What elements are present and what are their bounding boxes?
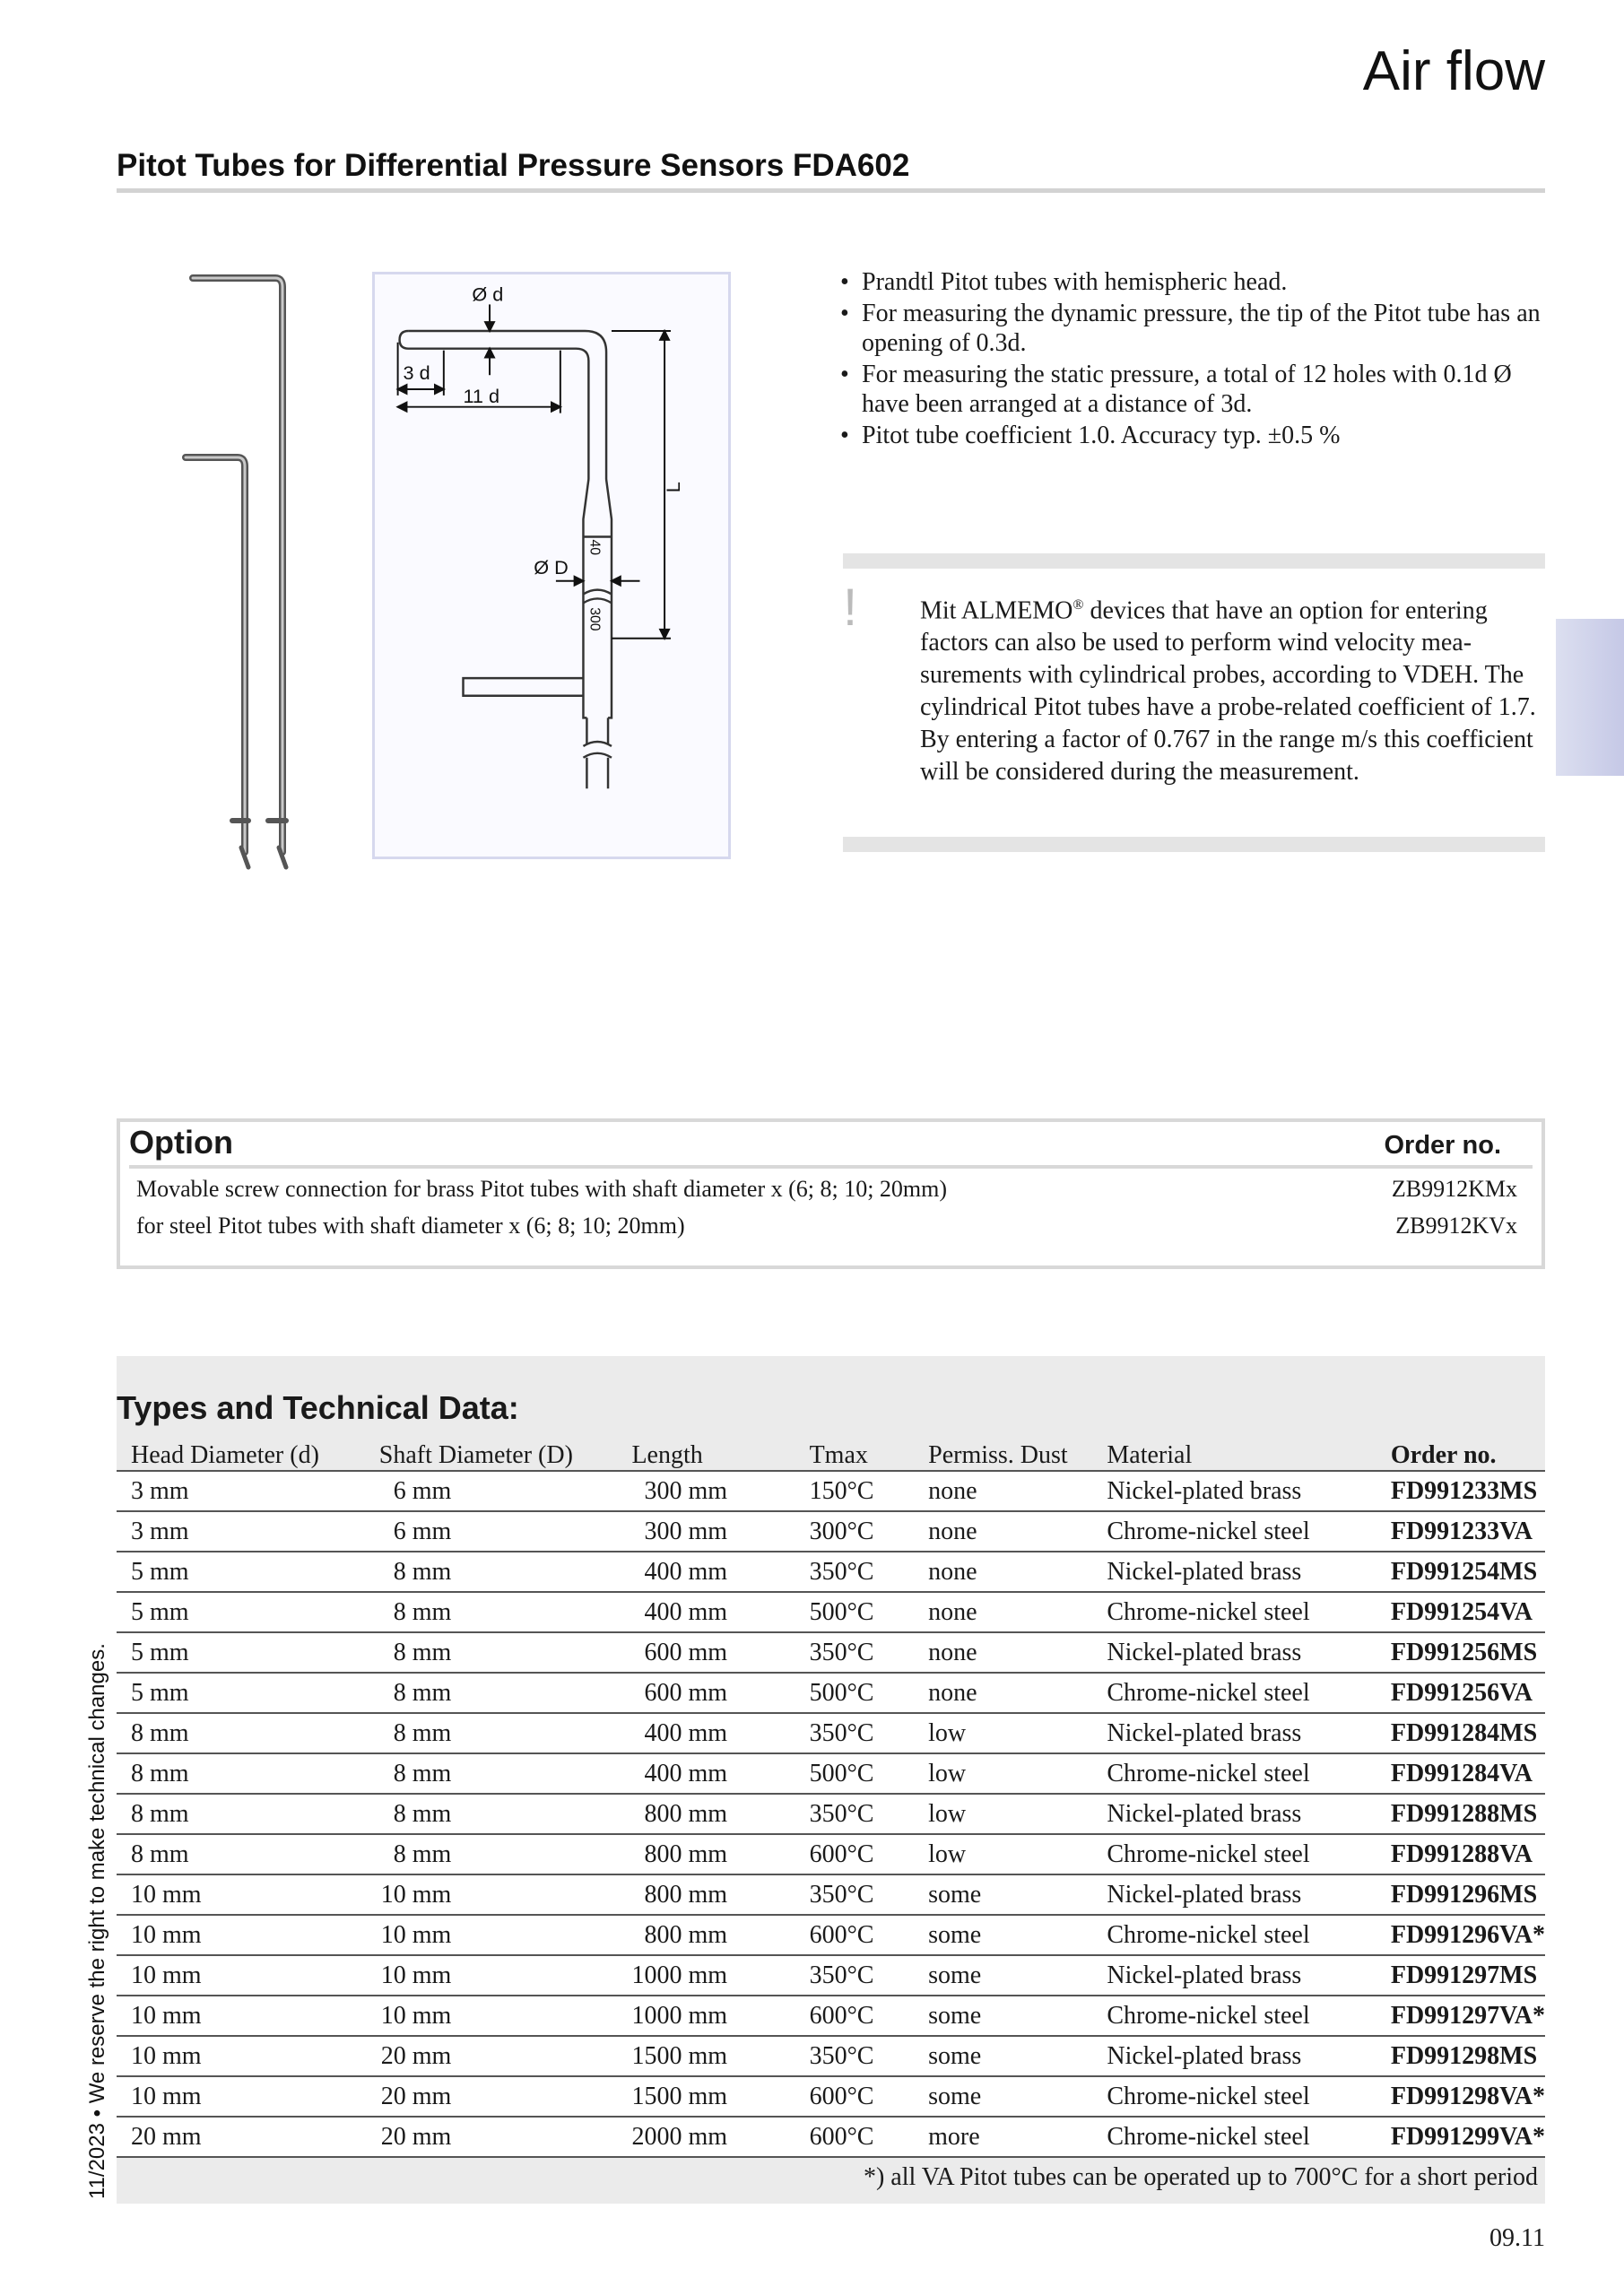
option-title: Option xyxy=(129,1124,233,1161)
technical-data-table xyxy=(117,1432,1545,2158)
table-row xyxy=(117,1874,1545,1915)
dust-cell: none xyxy=(928,1632,1107,1673)
tmax-cell: 300°C xyxy=(810,1511,929,1552)
dust-cell: none xyxy=(928,1592,1107,1632)
table-row xyxy=(117,1794,1545,1834)
order-no-cell: FD991296MS xyxy=(1391,1874,1545,1915)
order-no-cell: FD991284MS xyxy=(1391,1713,1545,1753)
material-cell: Chrome-nickel steel xyxy=(1107,1673,1390,1713)
note-bottom-bar xyxy=(843,837,1545,852)
order-no-cell: FD991288MS xyxy=(1391,1794,1545,1834)
table-row xyxy=(117,2036,1545,2076)
tmax-cell: 350°C xyxy=(810,1713,929,1753)
material-cell: Chrome-nickel steel xyxy=(1107,2076,1390,2117)
column-header: Material xyxy=(1107,1441,1193,1469)
exclamation-icon: ! xyxy=(843,578,858,637)
shaft-diameter-cell: 6 mm xyxy=(379,1471,632,1511)
dust-cell: more xyxy=(928,2117,1107,2157)
head-diameter-cell: 8 mm xyxy=(117,1753,379,1794)
table-header-row xyxy=(117,1432,1545,1471)
column-header: Length xyxy=(631,1441,703,1469)
option-desc: Movable screw connection for brass Pitot tubes with shaft diameter x (6; 8; 10; 20mm) xyxy=(136,1176,948,1202)
order-no-cell: FD991299VA* xyxy=(1391,2117,1545,2157)
tmax-cell: 500°C xyxy=(810,1673,929,1713)
pitot-tube-photo xyxy=(166,265,309,870)
table-row xyxy=(117,1834,1545,1874)
tmax-cell: 600°C xyxy=(810,2076,929,2117)
page-number: 09.11 xyxy=(1489,2224,1545,2252)
option-code: ZB9912KVx xyxy=(1395,1213,1517,1239)
tmax-cell: 600°C xyxy=(810,1834,929,1874)
shaft-diameter-cell: 8 mm xyxy=(379,1834,632,1874)
length-cell: 400 mm xyxy=(631,1592,809,1632)
table-row xyxy=(117,1955,1545,1996)
material-cell: Chrome-nickel steel xyxy=(1107,1915,1390,1955)
head-diameter-cell: 10 mm xyxy=(117,1955,379,1996)
shaft-diameter-cell: 6 mm xyxy=(379,1511,632,1552)
tmax-cell: 350°C xyxy=(810,1552,929,1592)
material-cell: Nickel-plated brass xyxy=(1107,1471,1390,1511)
feature-item: • For measuring the static pressure, a total of 12 holes with 0.1d Ø have been arranged at a distance of 3d. xyxy=(840,360,1558,419)
order-no-cell: FD991254VA xyxy=(1391,1592,1545,1632)
tmax-cell: 150°C xyxy=(810,1471,929,1511)
dust-cell: low xyxy=(928,1794,1107,1834)
table-row xyxy=(117,1713,1545,1753)
head-diameter-cell: 20 mm xyxy=(117,2117,379,2157)
order-no-cell: FD991298MS xyxy=(1391,2036,1545,2076)
length-cell: 800 mm xyxy=(631,1915,809,1955)
feature-item: • Pitot tube coefficient 1.0. Accuracy typ. ±0.5 % xyxy=(840,421,1558,450)
order-no-cell: FD991256MS xyxy=(1391,1632,1545,1673)
table-row xyxy=(117,2117,1545,2157)
material-cell: Nickel-plated brass xyxy=(1107,1713,1390,1753)
feature-list xyxy=(840,267,1558,452)
shaft-diameter-cell: 8 mm xyxy=(379,1592,632,1632)
length-cell: 1500 mm xyxy=(631,2036,809,2076)
shaft-diameter-cell: 8 mm xyxy=(379,1552,632,1592)
title-rule xyxy=(117,188,1545,193)
shaft-diameter-cell: 10 mm xyxy=(379,1996,632,2036)
length-cell: 600 mm xyxy=(631,1632,809,1673)
dust-cell: none xyxy=(928,1511,1107,1552)
table-row xyxy=(117,1996,1545,2036)
order-no-cell: FD991256VA xyxy=(1391,1673,1545,1713)
order-no-cell: FD991296VA* xyxy=(1391,1915,1545,1955)
dust-cell: none xyxy=(928,1673,1107,1713)
option-order-label: Order no. xyxy=(1384,1131,1501,1160)
head-diameter-cell: 5 mm xyxy=(117,1552,379,1592)
table-row xyxy=(117,1552,1545,1592)
material-cell: Chrome-nickel steel xyxy=(1107,1996,1390,2036)
length-cell: 400 mm xyxy=(631,1552,809,1592)
material-cell: Chrome-nickel steel xyxy=(1107,1753,1390,1794)
column-header: Head Diameter (d) xyxy=(131,1441,319,1469)
dust-cell: some xyxy=(928,1996,1107,2036)
material-cell: Nickel-plated brass xyxy=(1107,1632,1390,1673)
dust-cell: some xyxy=(928,1955,1107,1996)
technical-data-panel xyxy=(117,1356,1545,2204)
column-header: Order no. xyxy=(1390,1441,1497,1469)
dim-label-L: L xyxy=(661,482,684,493)
shaft-diameter-cell: 8 mm xyxy=(379,1794,632,1834)
tmax-cell: 350°C xyxy=(810,1794,929,1834)
table-row xyxy=(117,1915,1545,1955)
order-no-cell: FD991288VA xyxy=(1391,1834,1545,1874)
head-diameter-cell: 5 mm xyxy=(117,1592,379,1632)
pitot-tube-drawing xyxy=(372,272,731,859)
head-diameter-cell: 3 mm xyxy=(117,1511,379,1552)
table-row xyxy=(117,1511,1545,1552)
material-cell: Nickel-plated brass xyxy=(1107,1552,1390,1592)
material-cell: Chrome-nickel steel xyxy=(1107,1592,1390,1632)
table-row xyxy=(117,1471,1545,1511)
dust-cell: some xyxy=(928,1874,1107,1915)
column-header: Tmax xyxy=(809,1441,868,1469)
technical-data-title: Types and Technical Data: xyxy=(117,1389,519,1426)
head-diameter-cell: 5 mm xyxy=(117,1673,379,1713)
material-cell: Nickel-plated brass xyxy=(1107,1955,1390,1996)
shaft-diameter-cell: 10 mm xyxy=(379,1874,632,1915)
shaft-diameter-cell: 8 mm xyxy=(379,1713,632,1753)
dim-label-300: 300 xyxy=(586,607,603,631)
shaft-diameter-cell: 20 mm xyxy=(379,2036,632,2076)
head-diameter-cell: 10 mm xyxy=(117,1996,379,2036)
head-diameter-cell: 10 mm xyxy=(117,2076,379,2117)
table-row xyxy=(117,1673,1545,1713)
order-no-cell: FD991284VA xyxy=(1391,1753,1545,1794)
tmax-cell: 600°C xyxy=(810,2117,929,2157)
column-header: Permiss. Dust xyxy=(928,1441,1068,1469)
side-tab xyxy=(1556,619,1624,776)
head-diameter-cell: 10 mm xyxy=(117,1915,379,1955)
tmax-cell: 350°C xyxy=(810,1632,929,1673)
note-top-bar xyxy=(843,553,1545,569)
length-cell: 800 mm xyxy=(631,1834,809,1874)
length-cell: 2000 mm xyxy=(631,2117,809,2157)
dust-cell: low xyxy=(928,1753,1107,1794)
shaft-diameter-cell: 8 mm xyxy=(379,1673,632,1713)
head-diameter-cell: 8 mm xyxy=(117,1834,379,1874)
length-cell: 400 mm xyxy=(631,1753,809,1794)
dust-cell: none xyxy=(928,1471,1107,1511)
table-row xyxy=(117,2076,1545,2117)
order-no-cell: FD991297VA* xyxy=(1391,1996,1545,2036)
dust-cell: some xyxy=(928,1915,1107,1955)
table-row xyxy=(117,1592,1545,1632)
table-row xyxy=(117,1753,1545,1794)
tmax-cell: 600°C xyxy=(810,1915,929,1955)
tmax-cell: 350°C xyxy=(810,1874,929,1915)
shaft-diameter-cell: 10 mm xyxy=(379,1915,632,1955)
shaft-diameter-cell: 10 mm xyxy=(379,1955,632,1996)
footnote: *) all VA Pitot tubes can be operated up to 700°C for a short period xyxy=(863,2163,1538,2191)
length-cell: 800 mm xyxy=(631,1794,809,1834)
material-cell: Chrome-nickel steel xyxy=(1107,1511,1390,1552)
length-cell: 1000 mm xyxy=(631,1996,809,2036)
length-cell: 800 mm xyxy=(631,1874,809,1915)
dust-cell: some xyxy=(928,2036,1107,2076)
shaft-diameter-cell: 8 mm xyxy=(379,1632,632,1673)
tmax-cell: 350°C xyxy=(810,2036,929,2076)
shaft-diameter-cell: 8 mm xyxy=(379,1753,632,1794)
feature-item: • Prandtl Pitot tubes with hemispheric head. xyxy=(840,267,1558,297)
material-cell: Nickel-plated brass xyxy=(1107,1874,1390,1915)
head-diameter-cell: 8 mm xyxy=(117,1794,379,1834)
dim-label-40: 40 xyxy=(586,539,603,555)
dust-cell: low xyxy=(928,1834,1107,1874)
order-no-cell: FD991233VA xyxy=(1391,1511,1545,1552)
material-cell: Nickel-plated brass xyxy=(1107,2036,1390,2076)
option-desc: for steel Pitot tubes with shaft diameter x (6; 8; 10; 20mm) xyxy=(136,1213,685,1239)
length-cell: 1000 mm xyxy=(631,1955,809,1996)
tmax-cell: 600°C xyxy=(810,1996,929,2036)
material-cell: Nickel-plated brass xyxy=(1107,1794,1390,1834)
length-cell: 400 mm xyxy=(631,1713,809,1753)
feature-item: • For measuring the dynamic pressure, the tip of the Pitot tube has an opening of 0.3d. xyxy=(840,299,1558,358)
table-row xyxy=(117,1632,1545,1673)
dim-label-11d: 11 d xyxy=(463,384,500,407)
length-cell: 600 mm xyxy=(631,1673,809,1713)
dim-label-3d: 3 d xyxy=(403,361,430,385)
material-cell: Chrome-nickel steel xyxy=(1107,2117,1390,2157)
note-text: Mit ALMEMO® devices that have an option for entering factors can also be used to perform wind velocity measurements with cylindrical probes, according to VDEH. The cylindrical Pitot tubes have a probe-related coefficient of 1.7. By entering a factor of 0.767 in the range m/s this coefficient will be considered during the measurement. xyxy=(920,596,1536,787)
option-header xyxy=(129,1122,1533,1169)
length-cell: 300 mm xyxy=(631,1471,809,1511)
dust-cell: none xyxy=(928,1552,1107,1592)
length-cell: 300 mm xyxy=(631,1511,809,1552)
head-diameter-cell: 5 mm xyxy=(117,1632,379,1673)
section-title: Pitot Tubes for Differential Pressure Sensors FDA602 xyxy=(117,148,910,183)
length-cell: 1500 mm xyxy=(631,2076,809,2117)
head-diameter-cell: 10 mm xyxy=(117,2036,379,2076)
dim-label-d: Ø d xyxy=(472,283,504,306)
column-header: Shaft Diameter (D) xyxy=(378,1441,573,1469)
order-no-cell: FD991254MS xyxy=(1391,1552,1545,1592)
order-no-cell: FD991233MS xyxy=(1391,1471,1545,1511)
order-no-cell: FD991298VA* xyxy=(1391,2076,1545,2117)
dim-label-D: Ø D xyxy=(534,555,569,578)
tmax-cell: 500°C xyxy=(810,1592,929,1632)
head-diameter-cell: 8 mm xyxy=(117,1713,379,1753)
material-cell: Chrome-nickel steel xyxy=(1107,1834,1390,1874)
order-no-cell: FD991297MS xyxy=(1391,1955,1545,1996)
shaft-diameter-cell: 20 mm xyxy=(379,2076,632,2117)
dust-cell: low xyxy=(928,1713,1107,1753)
option-box xyxy=(117,1118,1545,1269)
option-code: ZB9912KMx xyxy=(1391,1176,1517,1202)
shaft-diameter-cell: 20 mm xyxy=(379,2117,632,2157)
dust-cell: some xyxy=(928,2076,1107,2117)
tmax-cell: 500°C xyxy=(810,1753,929,1794)
head-diameter-cell: 10 mm xyxy=(117,1874,379,1915)
page-title: Air flow xyxy=(1362,40,1545,102)
tmax-cell: 350°C xyxy=(810,1955,929,1996)
head-diameter-cell: 3 mm xyxy=(117,1471,379,1511)
side-note: 11/2023 • We reserve the right to make technical changes. xyxy=(85,1643,109,2199)
